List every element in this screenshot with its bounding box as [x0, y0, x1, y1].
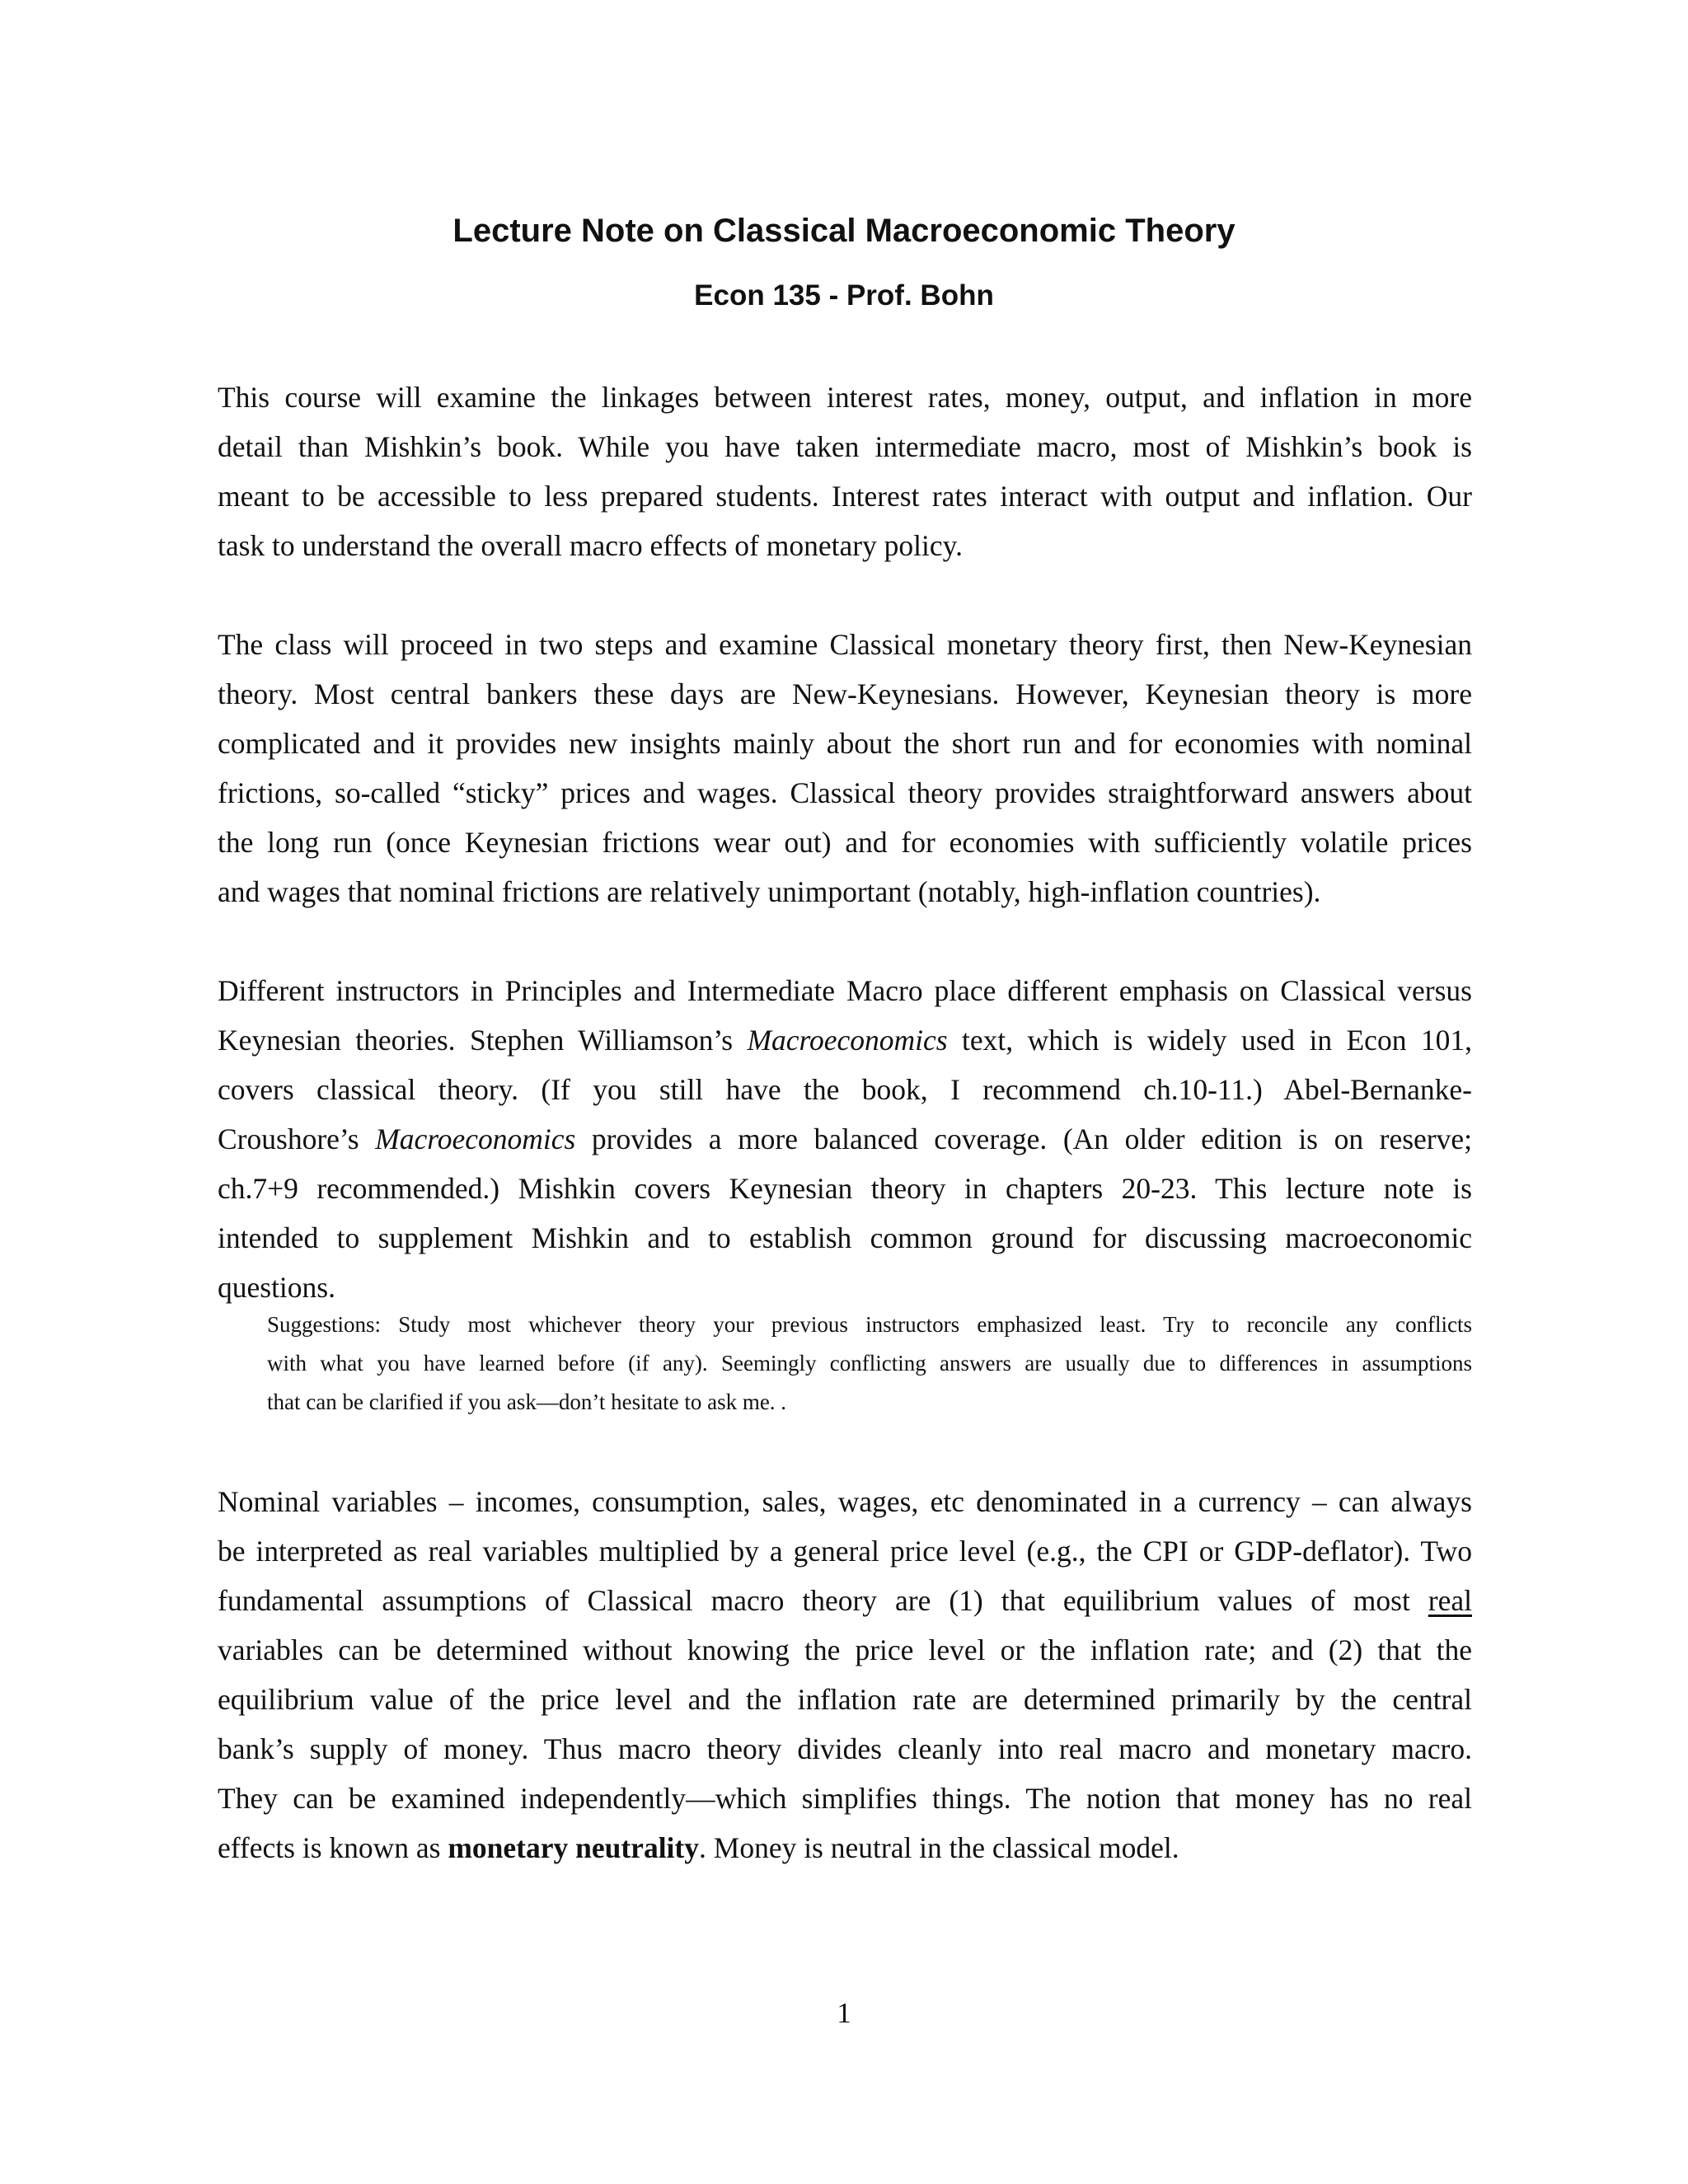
paragraph-line: detail than Mishkin’s book. While you have taken intermediate macro, most of Mishkin’s book is — [218, 430, 1472, 463]
book-title-williamson: Macroeconomics — [747, 1024, 948, 1057]
paragraph-line: be interpreted as real variables multiplied by a general price level (e.g., the CPI or GDP-deflator). Two — [218, 1535, 1472, 1568]
document-title: Lecture Note on Classical Macroeconomic Theory — [452, 213, 1236, 249]
bold-term-monetary-neutrality: monetary neutrality — [448, 1831, 699, 1864]
document-subtitle: Econ 135 - Prof. Bohn — [694, 279, 994, 312]
paragraph-line: The class will proceed in two steps and examine Classical monetary theory first, then New-Keynesian — [218, 628, 1472, 661]
paragraph-line — [218, 1823, 1472, 1872]
paragraph-nominal-variables — [218, 1477, 1472, 1872]
paragraph-line: intended to supplement Mishkin and to establish common ground for discussing macroeconomic — [218, 1221, 1472, 1254]
text-run: . Money is neutral in the classical model. — [699, 1831, 1179, 1864]
paragraph-line: complicated and it provides new insights mainly about the short run and for economies with nominal — [218, 727, 1472, 760]
suggestions-note — [267, 1305, 1472, 1422]
paragraph-line: meant to be accessible to less prepared students. Interest rates interact with output and inflation. Our — [218, 480, 1472, 513]
note-line: with what you have learned before (if any). Seemingly conflicting answers are usually due to differences in assumptions — [267, 1351, 1472, 1376]
paragraph-line: equilibrium value of the price level and the inflation rate are determined primarily by the central — [218, 1683, 1472, 1716]
paragraph-line: covers classical theory. (If you still have the book, I recommend ch.10-11.) Abel-Bernanke- — [218, 1073, 1472, 1106]
text-run: fundamental assumptions of Classical macro theory are (1) that equilibrium values of most — [218, 1584, 1428, 1617]
paragraph-textbooks — [218, 966, 1472, 1312]
paragraph-line: theory. Most central bankers these days are New-Keynesians. However, Keynesian theory is more — [218, 677, 1472, 710]
paragraph-line: They can be examined independently—which simplifies things. The notion that money has no real — [218, 1782, 1472, 1815]
note-line: that can be clarified if you ask—don’t hesitate to ask me. . — [267, 1390, 787, 1414]
paragraph-line: task to understand the overall macro effects of monetary policy. — [218, 529, 963, 562]
paragraph-line — [218, 1114, 1472, 1164]
page-number: 1 — [837, 1997, 851, 2029]
underlined-term-real: real — [1428, 1584, 1472, 1617]
text-run: text, which is widely used in Econ 101, — [947, 1024, 1472, 1057]
paragraph-line: frictions, so-called “sticky” prices and wages. Classical theory provides straightforward answers about — [218, 776, 1472, 809]
paragraph-line: ch.7+9 recommended.) Mishkin covers Keynesian theory in chapters 20-23. This lecture note is — [218, 1172, 1472, 1205]
paragraph-line: bank’s supply of money. Thus macro theory divides cleanly into real macro and monetary macro. — [218, 1732, 1472, 1765]
paragraph-line: Nominal variables – incomes, consumption, sales, wages, etc denominated in a currency – can always — [218, 1485, 1472, 1518]
paragraph-line — [218, 1576, 1472, 1625]
paragraph-line: the long run (once Keynesian frictions wear out) and for economies with sufficiently volatile prices — [218, 826, 1472, 859]
paragraph-line: Different instructors in Principles and Intermediate Macro place different emphasis on Classical versus — [218, 974, 1472, 1007]
paragraph-line: questions. — [218, 1271, 335, 1304]
paragraph-line: This course will examine the linkages between interest rates, money, output, and inflation in more — [218, 381, 1472, 414]
paragraph-line — [218, 1015, 1472, 1065]
note-line: Suggestions: Study most whichever theory your previous instructors emphasized least. Try to reconcile any conflicts — [267, 1312, 1472, 1337]
text-run: effects is known as — [218, 1831, 448, 1864]
text-run: provides a more balanced coverage. (An older edition is on reserve; — [575, 1122, 1472, 1155]
text-run: Croushore’s — [218, 1122, 376, 1155]
paragraph-line: and wages that nominal frictions are relatively unimportant (notably, high-inflation countries). — [218, 875, 1321, 908]
text-run: Keynesian theories. Stephen Williamson’s — [218, 1024, 748, 1057]
book-title-abel-bernanke: Macroeconomics — [375, 1122, 576, 1155]
paragraph-line: variables can be determined without knowing the price level or the inflation rate; and (2) that the — [218, 1633, 1472, 1666]
paragraph-course-structure — [218, 620, 1472, 916]
paragraph-intro — [218, 373, 1472, 570]
